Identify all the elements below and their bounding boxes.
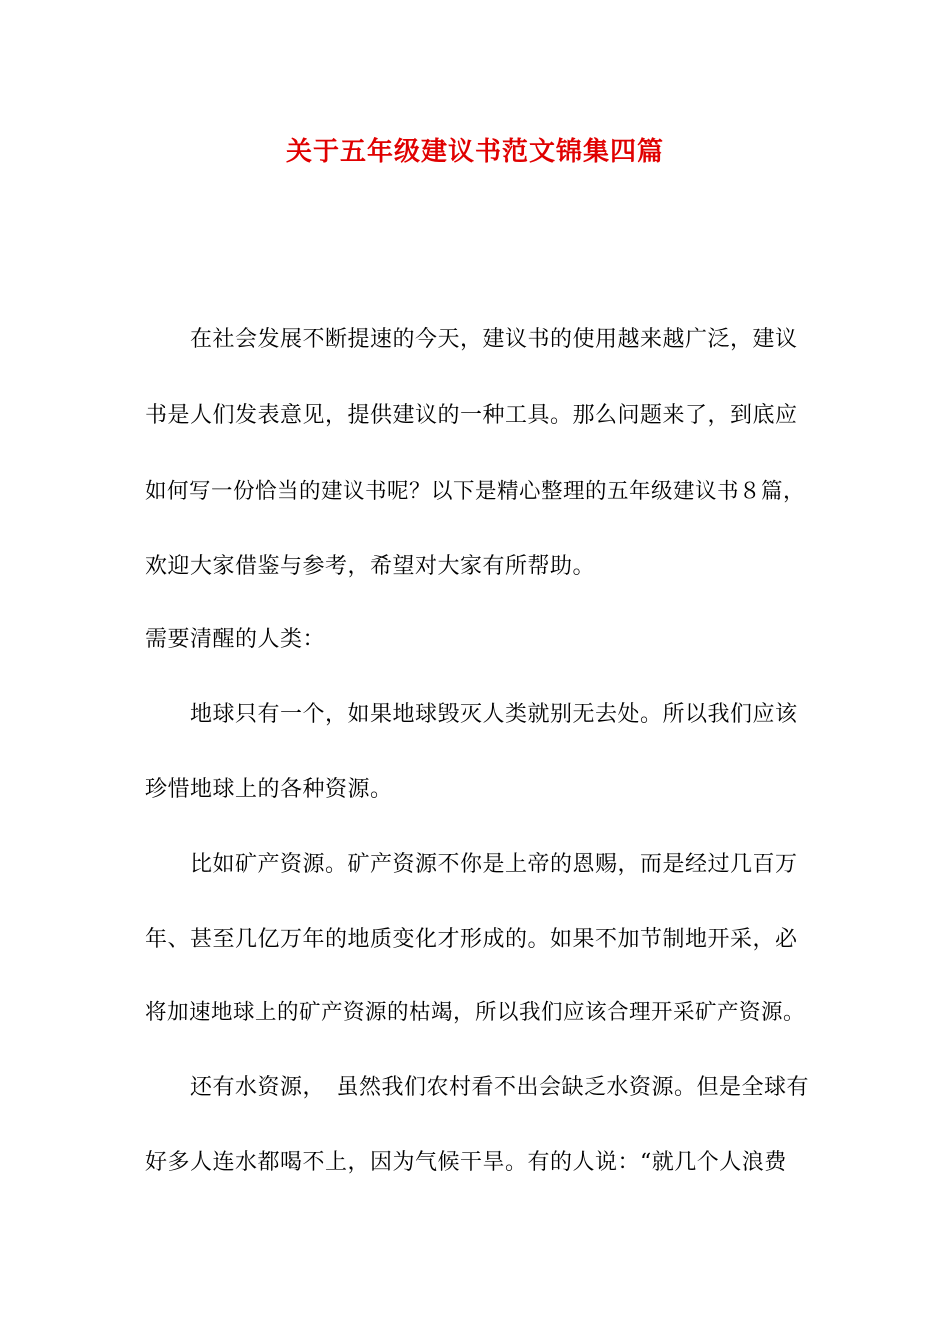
paragraph-line: 好多人连水都喝不上，因为气候干旱。有的人说：“就几个人浪费	[145, 1150, 787, 1175]
section-heading: 需要清醒的人类：	[145, 627, 326, 652]
document-title: 关于五年级建议书范文锦集四篇	[285, 137, 664, 167]
paragraph-line: 如何写一份恰当的建议书呢？以下是精心整理的五年级建议书８篇，	[145, 479, 806, 504]
paragraph-line: 珍惜地球上的各种资源。	[145, 777, 393, 802]
paragraph-line: 在社会发展不断提速的今天，建议书的使用越来越广泛，建议	[190, 327, 798, 352]
paragraph-line: 欢迎大家借鉴与参考，希望对大家有所帮助。	[145, 554, 596, 579]
paragraph-line: 比如矿产资源。矿产资源不你是上帝的恩赐，而是经过几百万	[190, 852, 798, 877]
paragraph-line: 地球只有一个，如果地球毁灭人类就别无去处。所以我们应该	[190, 702, 798, 727]
paragraph-line: 还有水资源， 虽然我们农村看不出会缺乏水资源。但是全球有	[190, 1075, 810, 1100]
paragraph-line: 将加速地球上的矿产资源的枯竭，所以我们应该合理开采矿产资源。	[145, 1000, 806, 1025]
paragraph-line: 年、甚至几亿万年的地质变化才形成的。如果不加节制地开采，必	[145, 927, 798, 952]
paragraph-line: 书是人们发表意见，提供建议的一种工具。那么问题来了，到底应	[145, 403, 798, 428]
